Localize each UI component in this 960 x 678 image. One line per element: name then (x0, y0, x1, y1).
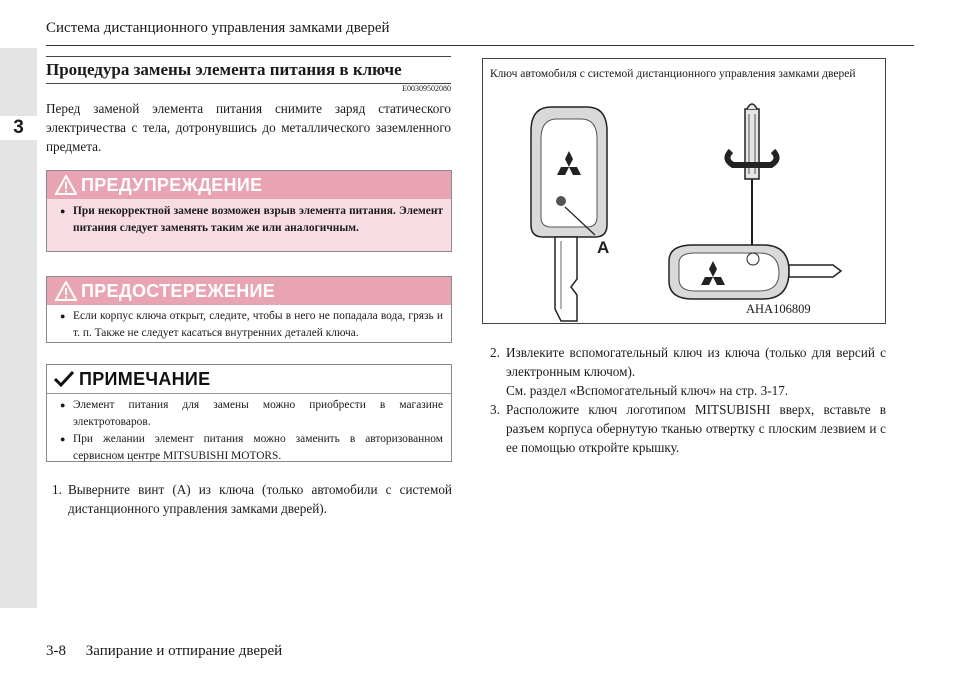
caution-header (47, 277, 451, 305)
caution-list (47, 305, 451, 348)
page-footer (46, 643, 298, 660)
warning-header (47, 171, 451, 199)
warning-triangle-icon (55, 281, 77, 301)
intro-paragraph: Перед заменой элемента питания снимите заряд статического электричества с тела, дотронувшись до металлического заземленного предмета. (46, 101, 451, 154)
key-fob-icon (669, 245, 841, 299)
step-number: 1. (52, 482, 62, 497)
caution-title: ПРЕДОСТЕРЕЖЕНИЕ (81, 280, 276, 301)
figure-caption: Ключ автомобиля с системой дистанционного управления замками дверей (490, 68, 856, 80)
key-illustration (483, 59, 885, 323)
warning-box (46, 170, 452, 252)
chapter-number: 3 (0, 116, 37, 140)
section-title: Процедура замены элемента питания в ключе (46, 56, 451, 84)
step-text: Расположите ключ логотипом MITSUBISHI вверх, вставьте в разъем корпуса обернутую тканью отвертку с плоским лезвием и с ее помощью откройте крышку. (506, 402, 886, 455)
warning-list (47, 199, 451, 243)
key-figure (482, 58, 886, 324)
step-2 (490, 343, 886, 400)
warning-item: ● При некорректной замене возможен взрыв элемента питания. Элемент питания следует заменять таким же или аналогичным. (73, 203, 443, 237)
caution-box (46, 276, 452, 343)
step-1 (52, 480, 452, 518)
note-title: ПРИМЕЧАНИЕ (79, 368, 211, 389)
step-number: 3. (490, 402, 500, 417)
page-number: 3-8 (46, 643, 66, 659)
note-item: ● Элемент питания для замены можно приобрести в магазине электротоваров. (73, 397, 443, 431)
step-3 (490, 400, 886, 457)
callout-a: A (597, 238, 610, 257)
caution-item: ● Если корпус ключа открыт, следите, чтобы в него не попадала вода, грязь и т. п. Также не следует касаться внутренних деталей ключа. (73, 308, 443, 342)
warning-title: ПРЕДУПРЕЖДЕНИЕ (81, 174, 263, 195)
note-box (46, 364, 452, 462)
checkmark-icon (53, 370, 75, 388)
step-text: Извлеките вспомогательный ключ из ключа (только для версий с электронным ключом). (506, 345, 886, 379)
step-reference: См. раздел «Вспомогательный ключ» на стр. 3-17. (506, 383, 789, 398)
step-text: Выверните винт (A) из ключа (только автомобили с системой дистанционного управления замками дверей). (68, 482, 452, 516)
section-code: E00309502080 (402, 84, 451, 93)
footer-chapter-title: Запирание и отпирание дверей (85, 643, 283, 659)
figure-label: AHA106809 (746, 302, 811, 316)
note-item: ● При желании элемент питания можно заменить в авторизованном сервисном центре MITSUBISHI MOTORS. (73, 431, 443, 465)
warning-triangle-icon (55, 175, 77, 195)
note-list (47, 394, 451, 471)
header-rule (46, 45, 914, 46)
step-number: 2. (490, 345, 500, 360)
warning-body (47, 199, 451, 251)
remote-key-icon (531, 107, 610, 321)
screwdriver-icon (745, 104, 759, 255)
running-header: Система дистанционного управления замками дверей (46, 20, 390, 36)
note-header (47, 365, 451, 393)
